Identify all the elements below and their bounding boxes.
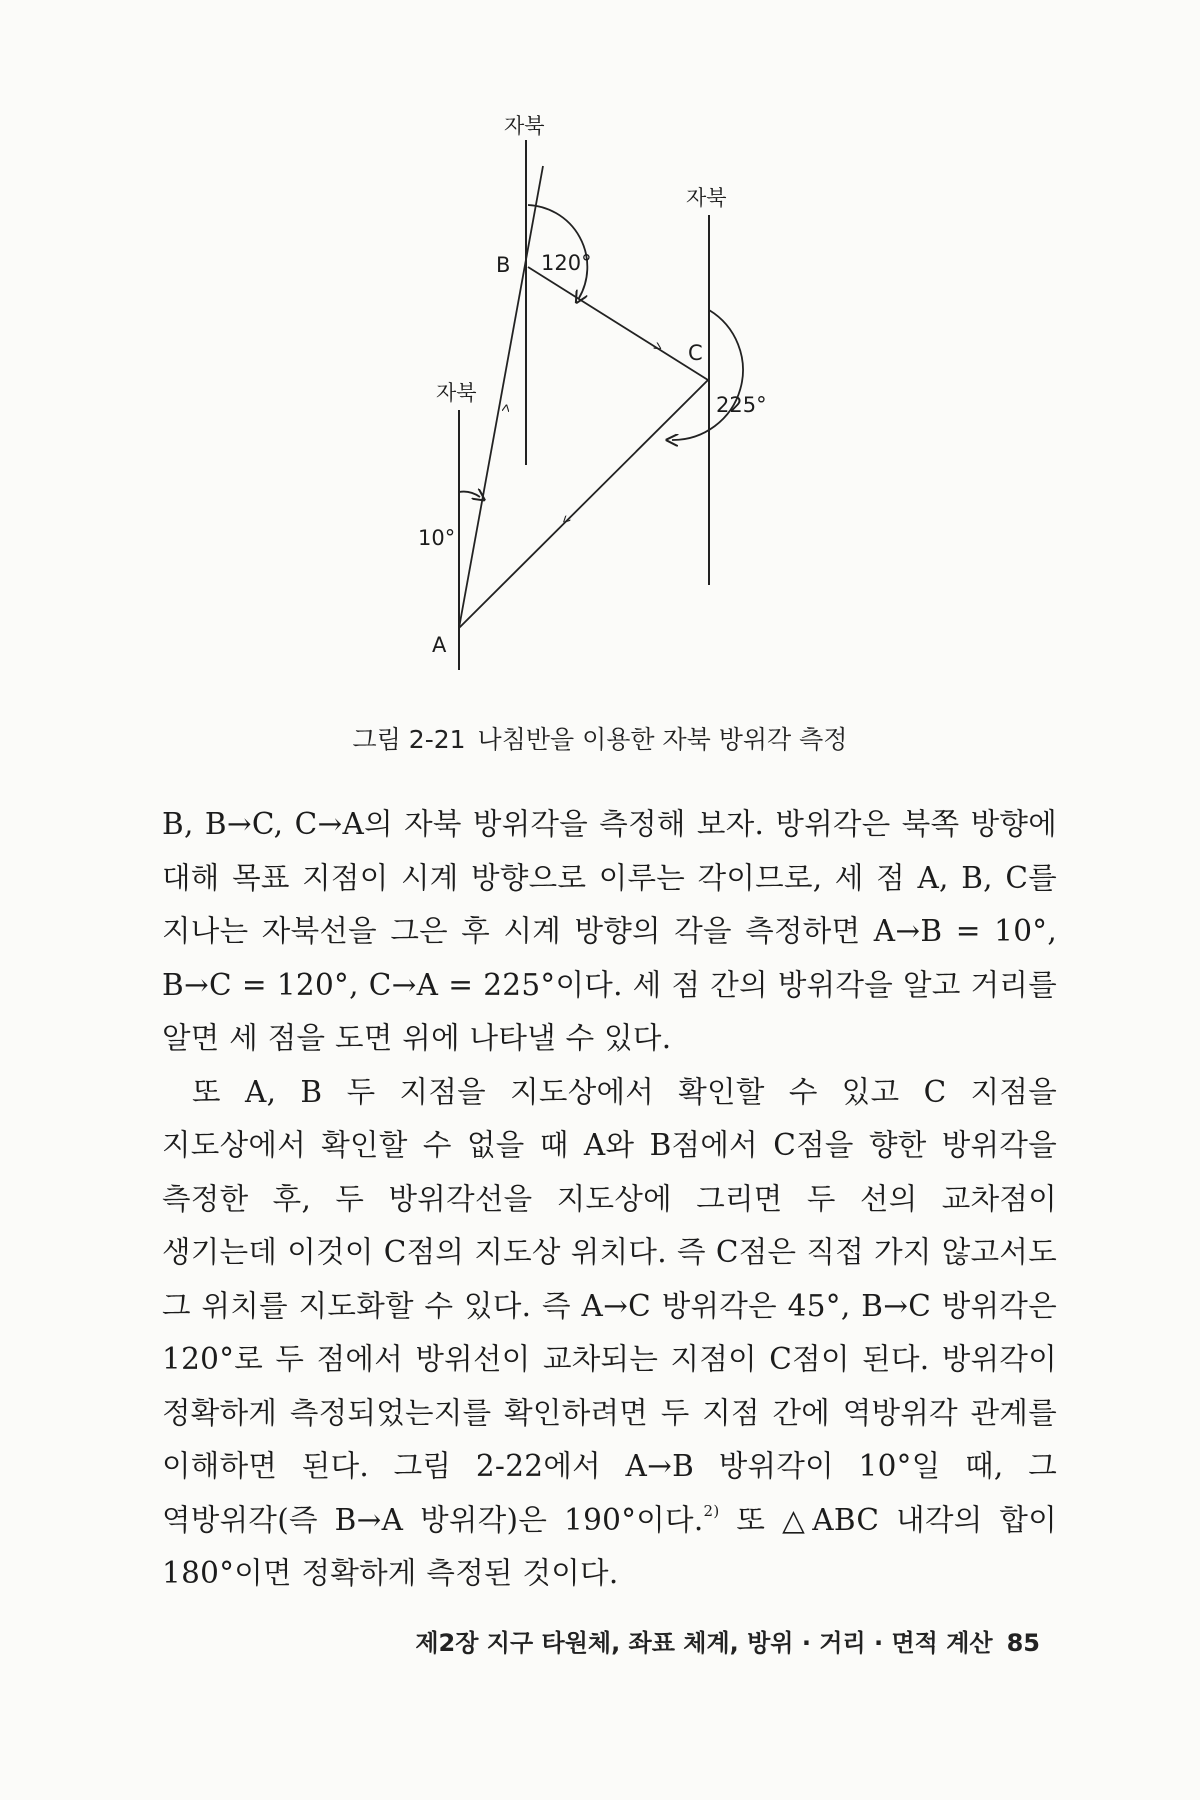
caption-number: 그림 2-21: [352, 725, 466, 754]
paragraph-2: [162, 1066, 1057, 1601]
caption-text: 나침반을 이용한 자북 방위각 측정: [477, 725, 848, 754]
paragraph-1: B, B→C, C→A의 자북 방위각을 측정해 보자. 방위각은 북쪽 방향에 대해 목표 지점이 시계 방향으로 이루는 각이므로, 세 점 A, B, C를 지나는 자북선을 그은 후 시계 방향의 각을 측정하면 A→B = 10°, B→C = 120°, C→A = 225°이다. 세 점 간의 방위각을 알고 거리를 알면 세 점을 도면 위에 나타낼 수 있다.: [162, 807, 1057, 1055]
label-angle-c: 225°: [716, 393, 767, 417]
label-angle-a: 10°: [418, 526, 456, 550]
line-b-c: [528, 267, 708, 380]
figure-caption: [0, 720, 1200, 756]
line-c-a: [459, 380, 708, 628]
label-point-a: A: [432, 633, 447, 657]
page-number: 85: [1006, 1629, 1040, 1657]
label-north-a: 자북: [436, 381, 477, 405]
diagram-svg: [0, 0, 1200, 700]
label-north-c: 자북: [686, 186, 727, 210]
paragraph-2-end: 또 △ABC 내각의 합이 180°이면 정확하게 측정된 것이다.: [162, 1502, 1058, 1590]
arrow-c-a: [566, 508, 578, 520]
label-point-c: C: [688, 341, 703, 365]
label-point-b: B: [496, 253, 511, 277]
footnote-mark: 2): [703, 1501, 720, 1520]
arc-angle-c: [672, 310, 743, 440]
label-north-b: 자북: [504, 114, 545, 138]
arrow-b-c: [644, 338, 658, 347]
page-footer: [415, 1623, 1040, 1658]
arrow-a-b: [504, 408, 506, 420]
paragraph-2-text: 또 A, B 두 지점을 지도상에서 확인할 수 있고 C 지점을 지도상에서 확인할 수 없을 때 A와 B점에서 C점을 향한 방위각을 측정한 후, 두 방위각선을 지도상에 그리면 두 선의 교차점이 생기는데 이것이 C점의 지도상 위치다. 즉 C점은 직접 가지 않고서도 그 위치를 지도화할 수 있다. 즉 A→C 방위각은 45°, B→C 방위각은 120°로 두 점에서 방위선이 교차되는 지점이 C점이 된다. 방위각이 정확하게 측정되었는지를 확인하려면 두 지점 간에 역방위각 관계를 이해하면 된다. 그림 2-22에서 A→B 방위각이 10°일 때, 그 역방위각(즉 B→A 방위각)은 190°이다.: [162, 1074, 1057, 1537]
chapter-title: 제2장 지구 타원체, 좌표 체계, 방위 · 거리 · 면적 계산: [415, 1629, 993, 1657]
label-angle-b: 120°: [541, 251, 592, 275]
figure-azimuth-diagram: [0, 0, 1200, 700]
body-text: [162, 798, 1057, 1601]
arc-angle-a: [459, 492, 480, 497]
